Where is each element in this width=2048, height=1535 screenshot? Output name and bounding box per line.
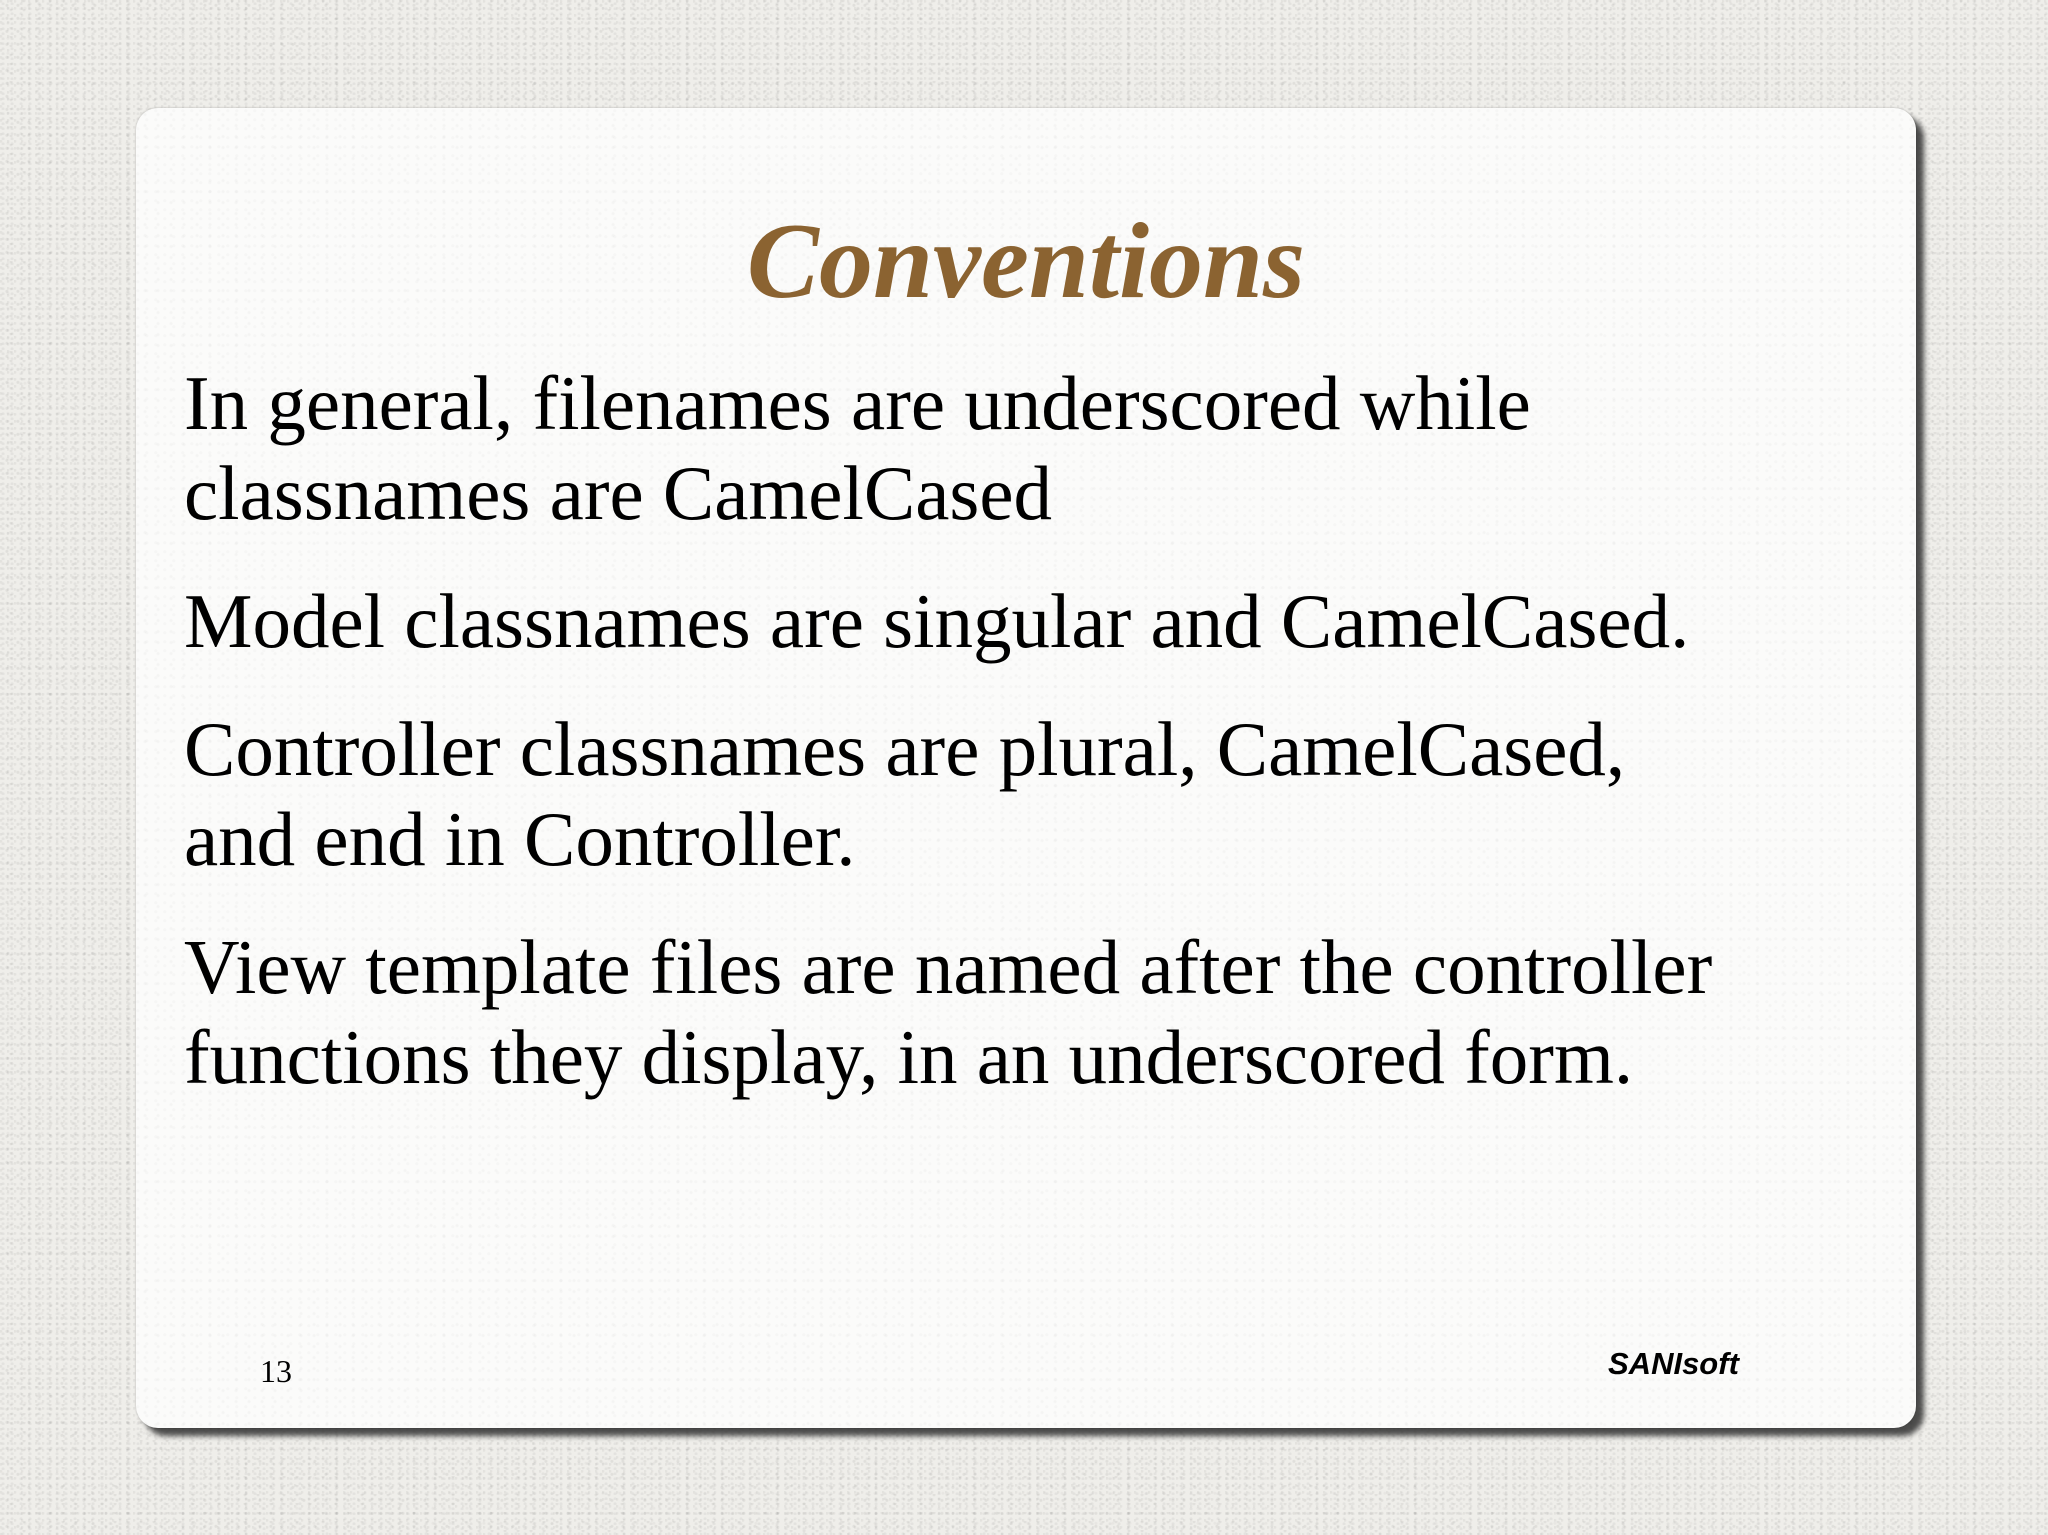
paragraph-line: and end in Controller. [184,796,856,882]
paragraph-line: classnames are CamelCased [184,450,1053,536]
slide-title: Conventions [746,202,1306,321]
paragraph-filenames [184,358,1904,538]
page-number: 13 [260,1353,292,1389]
paragraph-line: functions they display, in an underscored form. [184,1014,1634,1100]
paragraph-line: Model classnames are singular and CamelCased. [184,578,1690,664]
paragraph-model [184,576,1904,666]
paragraph-line: View template files are named after the controller [184,924,1713,1010]
paragraph-line: In general, filenames are underscored while [184,360,1531,446]
paragraph-view [184,922,1904,1102]
paragraph-line: Controller classnames are plural, CamelCased, [184,706,1626,792]
slide-body [184,358,1904,1140]
brand-logo-text: SANIsoft [1608,1346,1739,1381]
slide-card [136,108,1916,1428]
paragraph-controller [184,704,1904,884]
